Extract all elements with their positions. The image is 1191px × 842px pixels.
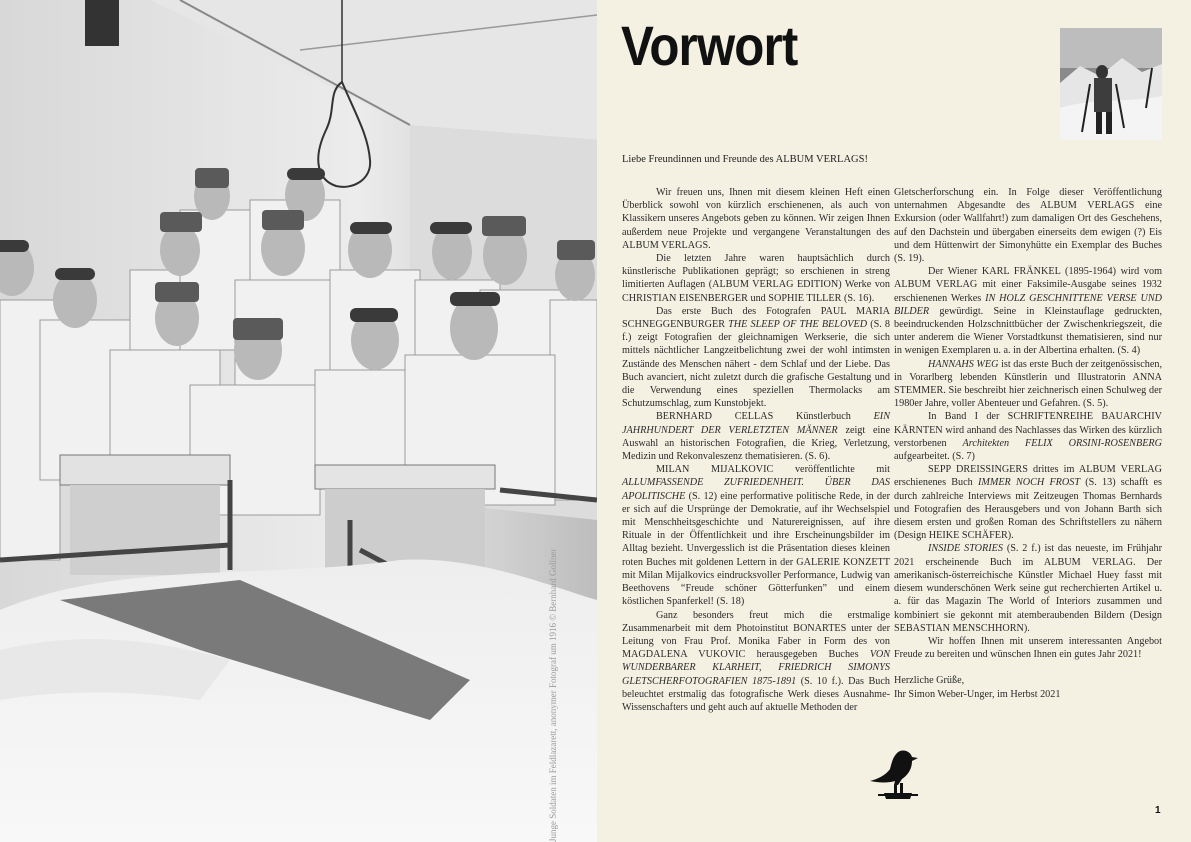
paragraph-text: Ganz besonders freut mich die erstmalige Zusammenarbeit mit dem Photoinstitut BONARTES unter der Leitung von Frau Prof. Monika Faber in Form des von MAGDALENA VUKOVIC herausgegeben Buches xyxy=(622,609,890,661)
skier-photo-illustration xyxy=(1060,28,1162,140)
paragraph-text: zeigt eine Auswahl an historischen Fotografien, die Krieg, Verletzung, Medizin und Rekonvaleszenz thematisieren. (S. 6). xyxy=(622,424,890,463)
paragraph xyxy=(894,410,1162,463)
paragraph xyxy=(894,542,1162,634)
paragraph-text: Der Wiener KARL FRÄNKEL (1895-1964) wird vom ALBUM VERLAG mit einer Faksimile-Ausgabe seines 1932 erschienenen Werkes xyxy=(894,266,1162,304)
paragraph-text: ist das erste Buch der zeitgenössischen, in Vorarlberg lebenden Künstlerin und Illustratorin ANNA STEMMER. Sie beschreibt hier zeichnerisch einen Schulweg der 1980er Jahre, voller Abenteuer und Gefahren. (S. 5). xyxy=(894,358,1162,410)
text-column-right xyxy=(894,186,1162,701)
paragraph-text: (S. 2 f.) ist das neueste, im Frühjahr 2021 erscheinende Buch im ALBUM VERLAG. Der amerikanisch-österreichische Künstler Michael Huey fasst mit diesem wunderschönen Werk seine gut recherchierten Artikel u. a. für das Magazin The World of Interiors zusammen und kombiniert sie gekonnt mit atemberaubenden Bildern (Design SEBASTIAN MENSCHHORN). xyxy=(894,543,1163,634)
paragraph: Die letzten Jahre waren hauptsächlich durch künstlerische Publikationen geprägt; so erschienen in streng limitierten Auflagen (ALBUM VERLAG EDITION) Werke von CHRISTIAN EISENBERGER und SOPHIE TILLER (S. 16). xyxy=(622,253,890,304)
paragraph xyxy=(894,358,1162,411)
photo-caption: Junge Soldaten im Feldlazarett, anonymer Fotograf um 1916 © Bernhard Gollner xyxy=(548,548,558,842)
closing: Herzliche Grüße, xyxy=(894,675,965,687)
paragraph-text: aufgearbeitet. (S. 7) xyxy=(894,451,975,463)
paragraph: Wir freuen uns, Ihnen mit diesem kleinen Heft einen Überblick sowohl von kürzlich erschienenen, als auch von Klassikern unseres Angebots geben zu können. Wir zeigen Ihnen außerdem neue Projekte und vergangene Veranstaltungen des ALBUM VERLAGS. xyxy=(622,187,890,251)
paragraph xyxy=(622,305,890,411)
paragraph xyxy=(622,609,890,715)
signature: Ihr Simon Weber-Unger, im Herbst 2021 xyxy=(894,688,1061,700)
paragraph: Wir hoffen Ihnen mit unserem interessanten Angebot Freude zu bereiten und wünschen Ihnen ein gutes Jahr 2021! xyxy=(894,635,1162,661)
book-title: INSIDE STORIES xyxy=(928,543,1003,555)
thumbnail-photo xyxy=(1060,28,1162,140)
book-title: VON WUNDERBARER KLARHEIT, FRIEDRICH SIMONYS GLETSCHERFOTOGRAFIEN 1875-1891 xyxy=(622,649,890,687)
paragraph-text: BERNHARD CELLAS Künstlerbuch xyxy=(656,411,851,423)
greeting: Liebe Freundinnen und Freunde des ALBUM VERLAGS! xyxy=(622,154,868,165)
paragraph-text: In Band I der SCHRIFTENREIHE BAUARCHIV KÄRNTEN wird anhand des Nachlasses das Wirken des kürzlich verstorbenen xyxy=(894,411,1162,449)
paragraph-text: (S. 13) schafft es durch zahlreiche Interviews mit Zeitzeugen Thomas Bernhards und Fotografien des Herausgebers und von Johann Barth sich diesem ersten und großen Roman des Schriftstellers zu nähern (Design HEIKE SCHÄFER). xyxy=(894,477,1163,542)
book-title: ALLUMFASSENDE ZUFRIEDENHEIT. ÜBER DAS APOLITISCHE xyxy=(622,477,890,502)
page-title: Vorwort xyxy=(621,14,798,77)
paragraph-text: Das erste Buch des Fotografen PAUL MARIA SCHNEGGENBURGER xyxy=(622,305,890,331)
paragraph xyxy=(894,265,1162,357)
book-title: THE SLEEP OF THE BELOVED xyxy=(728,319,868,331)
book-title: Architekten FELIX ORSINI-ROSENBERG xyxy=(962,437,1162,449)
foreword-page xyxy=(597,0,1191,842)
book-title: HANNAHS WEG xyxy=(928,358,999,370)
paragraph-text: MILAN MIJALKOVIC veröffentlichte mit xyxy=(656,464,890,476)
book-title: IMMER NOCH FROST xyxy=(977,477,1081,489)
paragraph-text: (S. 12) eine performative politische Rede, in der er sich auf die Ursprünge der Demokratie, auf ihr Wechselspiel mit Menschheitsgeschichte und Naturereignissen, auf ihre Rituale in der Öffentlichkeit und ihre Erscheinungsbilder im Alltag bezieht. Unvergesslich ist die Präsentation dieses kleinen roten Buches mit goldenen Lettern in der GALERIE KONZETT mit Milan Mijalkovics eindrucksvoller Performance, Ludwig van Beethovens “Freude schöner Götterfunken” und einem köstlichen Spanferkel! (S. 18) xyxy=(622,490,890,608)
paragraph-text: SEPP DREISSINGERS drittes im ALBUM VERLAG erschienenes Buch xyxy=(894,464,1162,489)
text-column-left xyxy=(622,186,890,714)
book-title: EIN JAHRHUNDERT DER VERLETZTEN MÄNNER xyxy=(622,411,890,436)
book-title: IN HOLZ GESCHNITTENE VERSE UND BILDER xyxy=(894,292,1163,317)
paragraph xyxy=(622,410,890,463)
bird-logo-icon xyxy=(868,745,920,801)
paragraph-text: (S. 10 f.). Das Buch beleuchtet erstmalig das fotografische Werk dieses Ausnahme-Wissenschafters und geht auch auf aktuelle Methoden der xyxy=(622,675,890,713)
paragraph xyxy=(622,463,890,608)
paragraph xyxy=(894,463,1162,542)
paragraph: Gletscherforschung ein. In Folge dieser Veröffentlichung unternahmen Abgesandte des ALBUM VERLAGS eine Exkursion (oder Wallfahrt!) zum damaligen Ort des Geschehens, auf den Dachstein und übergaben einerseits dem ewigen (?) Eis und dem Hüttenwirt der Simonyhütte ein Exemplar des Buches (S. 19). xyxy=(894,187,1162,265)
paragraph-text: (S. 8 f.) zeigt Fotografien der gleichnamigen Werkserie, die sich mittels nächtlicher Langzeitbelichtung zwei der wohl intimsten Zustände des Menschen nähert - dem Schlaf und der Liebe. Das Buch avanciert, nicht zuletzt durch die grafische Gestaltung und die Verwendung eines speziellen Thermolacks am Schutzumschlag, zum Kunstobjekt. xyxy=(622,319,891,410)
paragraph-text: gewürdigt. Seine in Kleinstauflage gedruckten, beeindruckenden Holzschnittbücher der Zwischenkriegszeit, die unter anderem die Wiener Vorstadtkunst thematisieren, sind nur in wenigen Exemplaren u. a. in der Albertina erhalten. (S. 4) xyxy=(894,305,1163,357)
page-number: 1 xyxy=(1155,805,1161,816)
